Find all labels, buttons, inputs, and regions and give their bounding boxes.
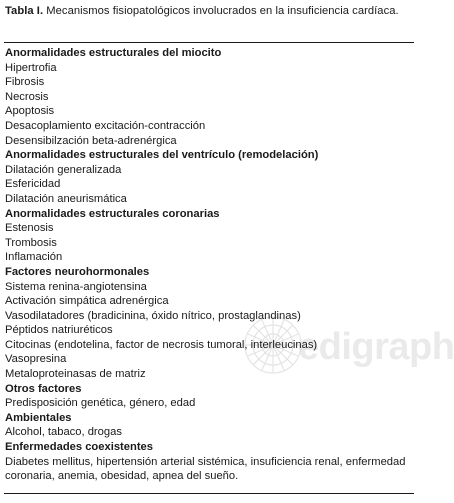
- table-row: Desacoplamiento excitación-contracción: [5, 119, 206, 132]
- table-row: Predisposición genética, género, edad: [5, 397, 196, 410]
- table-row: Fibrosis: [5, 76, 45, 89]
- table-caption-label: Tabla I.: [5, 5, 44, 17]
- table-row: Vasopresina: [5, 353, 67, 366]
- section-header: Ambientales: [5, 411, 72, 424]
- table-row: Hipertrofia: [5, 61, 57, 74]
- section-header: Factores neurohormonales: [5, 265, 150, 278]
- section-header: Enfermedades coexistentes: [5, 441, 153, 454]
- table-row: Diabetes mellitus, hipertensión arterial sistémica, insuficiencia renal, enfermedad coronaria, anemia, obesidad, apnea del sueño.: [5, 455, 406, 483]
- table-row: Trombosis: [5, 236, 57, 249]
- section-header: Otros factores: [5, 382, 82, 395]
- table-row: Vasodilatadores (bradicinina, óxido nítrico, prostaglandinas): [5, 309, 301, 322]
- table-row: Dilatación aneurismática: [5, 192, 127, 205]
- table-row: Desensibilzación beta-adrenérgica: [5, 134, 177, 147]
- table-bottom-rule: [4, 493, 414, 494]
- section-header: Anormalidades estructurales coronarias: [5, 207, 220, 220]
- watermark-text: edigraph: [298, 326, 454, 368]
- section-header: Anormalidades estructurales del ventrículo (remodelación): [5, 149, 319, 162]
- table-caption: [5, 4, 413, 19]
- table-row: Estenosis: [5, 222, 54, 235]
- table-row: Activación simpática adrenérgica: [5, 295, 169, 308]
- table-row: Necrosis: [5, 90, 49, 103]
- table-body: [5, 46, 413, 484]
- table-row: Inflamación: [5, 251, 63, 264]
- table-row: Péptidos natriuréticos: [5, 324, 113, 337]
- table-row: Alcohol, tabaco, drogas: [5, 426, 122, 439]
- table-row: Apoptosis: [5, 105, 55, 118]
- table-row: Sistema renina-angiotensina: [5, 280, 147, 293]
- table-caption-text: Mecanismos fisiopatológicos involucrados en la insuficiencia cardíaca.: [43, 5, 399, 17]
- section-header: Anormalidades estructurales del miocito: [5, 47, 222, 59]
- table-row: Esfericidad: [5, 178, 61, 191]
- table-top-rule: [4, 42, 414, 43]
- table-row: Citocinas (endotelina, factor de necrosis tumoral, interleucinas): [5, 338, 318, 351]
- table-row: Dilatación generalizada: [5, 163, 122, 176]
- table-row: Metaloproteinasas de matriz: [5, 368, 146, 381]
